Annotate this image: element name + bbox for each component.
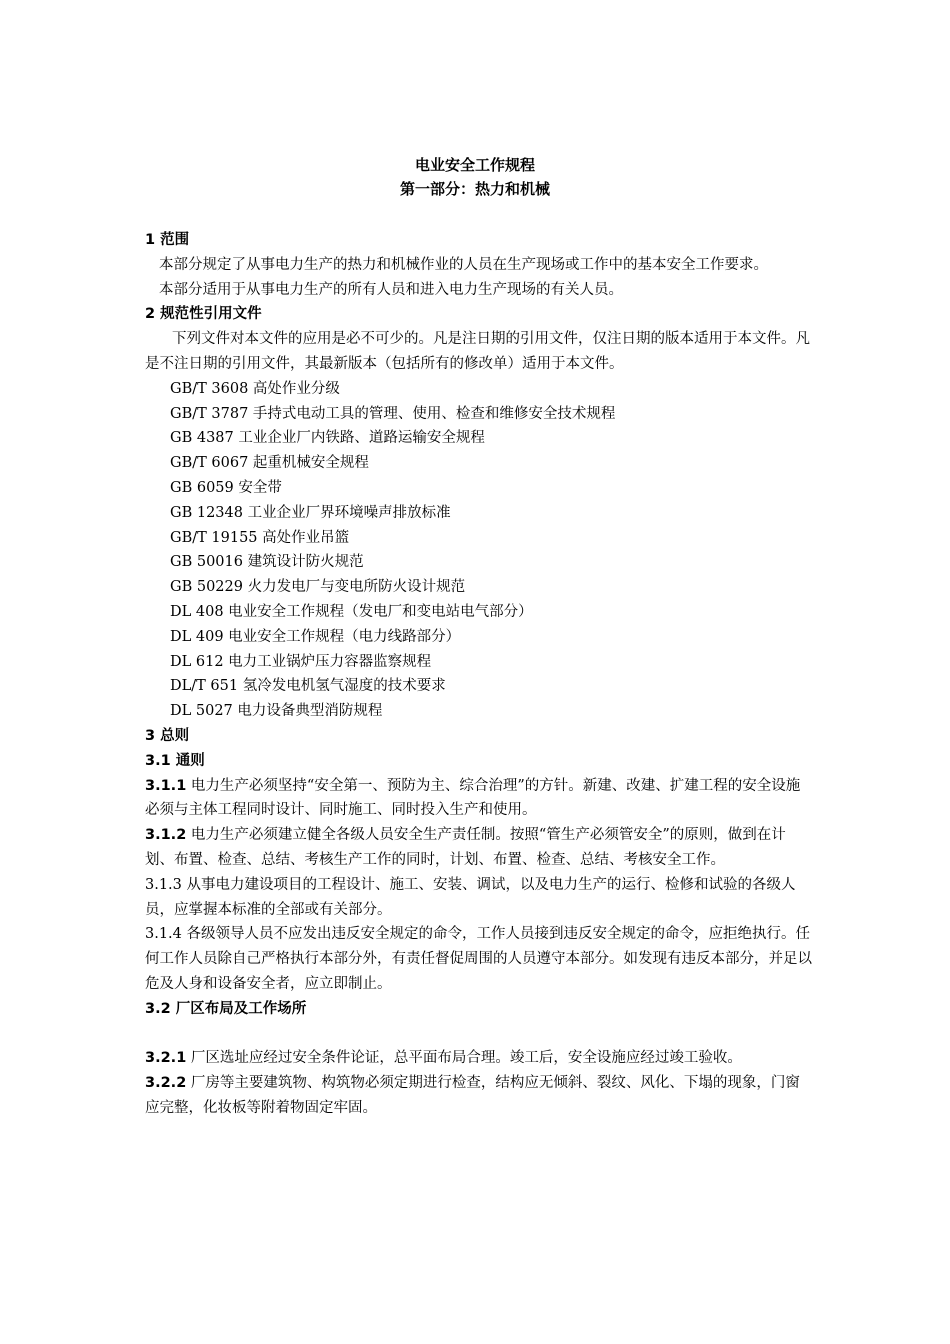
clause-text: 电力生产必须坚持“安全第一、预防为主、综合治理”的方针。新建、改建、扩建工程的安全设施必须与主体工程同时设计、同时施工、同时投入生产和使用。 — [145, 777, 801, 819]
clause-number: 3.2.2 — [145, 1075, 187, 1092]
document-subtitle: 第一部分：热力和机械 — [399, 180, 550, 198]
section-1-paragraph: 本部分适用于从事电力生产的所有人员和进入电力生产现场的有关人员。 — [159, 281, 623, 298]
reference-item: DL 612 电力工业锅炉压力容器监察规程 — [170, 653, 432, 670]
subsection-3-1-heading: 3.1 通则 — [145, 752, 205, 769]
reference-item: DL/T 651 氢冷发电机氢气湿度的技术要求 — [170, 678, 446, 695]
reference-item: GB 6059 安全带 — [170, 479, 282, 496]
clause-text: 厂房等主要建筑物、构筑物必须定期进行检查，结构应无倾斜、裂纹、风化、下塌的现象，门窗应完整，化妆板等附着物固定牢固。 — [145, 1075, 800, 1116]
reference-item: GB 50229 火力发电厂与变电所防火设计规范 — [170, 579, 466, 596]
clause-number: 3.1.2 — [145, 827, 187, 844]
section-2-heading: 2 规范性引用文件 — [145, 306, 262, 323]
clause-3-2-2 — [145, 1071, 813, 1121]
clause-3-2-1 — [145, 1046, 813, 1071]
subsection-3-2-heading: 3.2 厂区布局及工作场所 — [145, 1000, 307, 1017]
reference-item: GB 12348 工业企业厂界环境噪声排放标准 — [170, 504, 451, 521]
clause-3-1-2 — [145, 823, 813, 873]
reference-item: DL 408 电业安全工作规程（发电厂和变电站电气部分） — [170, 603, 533, 620]
clause-text: 电力生产必须建立健全各级人员安全生产责任制。按照“管生产必须管安全”的原则，做到在计划、布置、检查、总结、考核生产工作的同时，计划、布置、检查、总结、考核安全工作。 — [145, 827, 786, 868]
reference-item: GB/T 3608 高处作业分级 — [170, 380, 340, 397]
section-3-heading: 3 总则 — [145, 727, 190, 744]
reference-item: GB 50016 建筑设计防火规范 — [170, 554, 364, 571]
clause-3-1-4: 3.1.4 各级领导人员不应发出违反安全规定的命令，工作人员接到违反安全规定的命令，应拒绝执行。任何工作人员除自己严格执行本部分外，有责任督促周围的人员遵守本部分。如发现有违反本部分，并足以危及人身和设备安全者，应立即制止。 — [145, 926, 812, 992]
clause-number: 3.2.1 — [145, 1050, 187, 1067]
section-2-paragraph: 下列文件对本文件的应用是必不可少的。凡是注日期的引用文件，仅注日期的版本适用于本文件。凡是不注日期的引用文件，其最新版本（包括所有的修改单）适用于本文件。 — [145, 331, 810, 372]
reference-list — [145, 377, 813, 724]
reference-item: GB/T 3787 手持式电动工具的管理、使用、检查和维修安全技术规程 — [170, 405, 616, 422]
clause-text: 厂区选址应经过安全条件论证，总平面布局合理。竣工后，安全设施应经过竣工验收。 — [186, 1050, 742, 1067]
reference-item: DL 409 电业安全工作规程（电力线路部分） — [170, 628, 461, 645]
section-1-heading: 1 范围 — [145, 232, 190, 248]
reference-item: GB 4387 工业企业厂内铁路、道路运输安全规程 — [170, 430, 485, 447]
clause-3-1-3: 3.1.3 从事电力建设项目的工程设计、施工、安装、调试，以及电力生产的运行、检修和试验的各级人员，应掌握本标准的全部或有关部分。 — [145, 876, 796, 918]
clause-3-1-1 — [145, 774, 813, 824]
document-body — [145, 228, 813, 1121]
document-title: 电业安全工作规程 — [414, 156, 535, 174]
clause-number: 3.1.1 — [145, 777, 187, 794]
blank-line — [145, 1022, 813, 1047]
reference-item: GB/T 19155 高处作业吊篮 — [170, 529, 350, 546]
section-1-paragraph: 本部分规定了从事电力生产的热力和机械作业的人员在生产现场或工作中的基本安全工作要求。 — [159, 256, 768, 273]
reference-item: DL 5027 电力设备典型消防规程 — [170, 703, 383, 720]
reference-item: GB/T 6067 起重机械安全规程 — [170, 455, 369, 472]
